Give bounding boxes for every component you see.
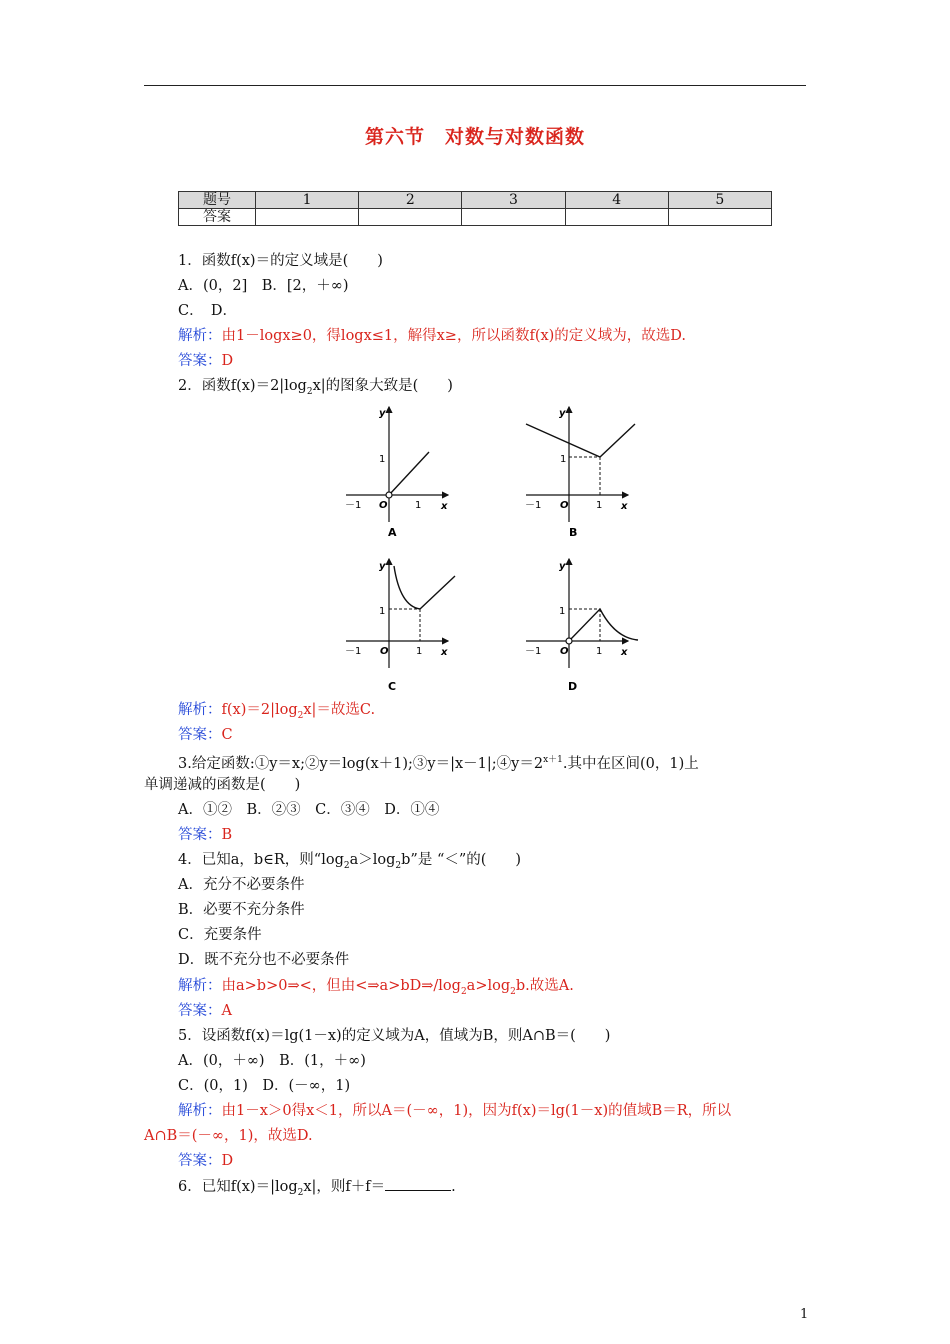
graph-d [520, 556, 640, 696]
q1-answer [178, 351, 233, 371]
graph-label: D [568, 680, 578, 693]
q2-stem: 2．函数$f(x)=2|\log_2x|$的图象大致是( ) [178, 378, 453, 397]
q4-option-a: A．充分不必要条件 [178, 877, 305, 893]
q5-explanation-line1: 解析：由1－x＞0得x＜1，所以A＝(－∞，1)，因为f(x)＝lg(1－x)的值域B＝R，所以 [178, 1103, 732, 1119]
tick-neg1: －1 [345, 646, 362, 657]
answer-cell[interactable] [565, 209, 668, 226]
q4-option-c: C．充要条件 [178, 927, 262, 943]
q2-explanation: 解析：$f(x)=2|\log_2x|=$故选C. [178, 702, 376, 721]
q5-options-cd: C．(0，1) D．(－∞，1) [178, 1078, 351, 1094]
tick-y1: 1 [559, 606, 566, 617]
row-label-question-no: 题号 [179, 192, 256, 209]
origin-label: O [560, 500, 569, 511]
answer-cell[interactable] [359, 209, 462, 226]
answer-value: D [221, 353, 234, 369]
graph-c [340, 556, 460, 696]
q3-options: A．①② B．②③ C．③④ D．①④ [178, 802, 440, 818]
x-label: x [441, 501, 448, 512]
question-number-cell: 1 [256, 192, 359, 209]
graph-label: A [388, 526, 397, 539]
q1-explanation [178, 326, 686, 346]
y-label: y [379, 561, 386, 572]
tick-x1: 1 [415, 500, 422, 511]
q4-option-d: D．既不充分也不必要条件 [178, 952, 350, 968]
q5-answer: 答案：D [178, 1153, 234, 1169]
q5-options-ab: A．(0，＋∞) B．(1，＋∞) [178, 1053, 366, 1069]
origin-label: O [560, 646, 569, 657]
tick-neg1: －1 [525, 646, 542, 657]
answer-label: 答案： [178, 353, 222, 369]
q4-explanation: 解析：由a>b>0⇒<，但由$<\Rightarrow a>bD\Rightarrow/\log_2a>\log_2b$.故选A. [178, 978, 574, 997]
open-point [566, 638, 572, 644]
answer-table-answer-row [179, 209, 772, 226]
answer-table-header-row [179, 192, 772, 209]
answer-cell[interactable] [462, 209, 565, 226]
q4-answer: 答案：A [178, 1003, 232, 1019]
origin-label: O [379, 500, 388, 511]
header-rule [144, 85, 806, 86]
question-number-cell: 5 [668, 192, 771, 209]
explanation-label: 解析： [178, 328, 222, 344]
question-number-cell: 3 [462, 192, 565, 209]
graph-label: B [569, 526, 578, 539]
open-point [386, 492, 392, 498]
curve [394, 566, 455, 609]
q2-answer: 答案：C [178, 727, 233, 743]
curve [389, 452, 429, 495]
origin-label: O [380, 646, 389, 657]
q6-stem: 6．已知$f(x)=|\log_2x|$，则f＋f＝ . [178, 1176, 456, 1203]
curve [569, 609, 638, 641]
answer-table [178, 191, 772, 226]
q1-options-cd: C． D． [178, 303, 237, 319]
graph-a [340, 402, 460, 542]
explanation-text: 由1－logx≥0，得logx≤1，解得x≥，所以函数f(x)的定义域为，故选D. [221, 328, 687, 344]
question-number-cell: 2 [359, 192, 462, 209]
x-label: x [621, 647, 628, 658]
x-label: x [441, 647, 448, 658]
graph-b [520, 402, 640, 542]
curve [526, 424, 635, 457]
answer-cell[interactable] [256, 209, 359, 226]
tick-x1: 1 [596, 500, 603, 511]
tick-y1: 1 [560, 454, 567, 465]
fill-in-blank[interactable] [385, 1176, 451, 1191]
q1-stem: 1．函数f(x)＝的定义域是( ) [178, 253, 383, 269]
answer-cell[interactable] [668, 209, 771, 226]
graph-label: C [388, 680, 397, 693]
q3-stem-line1: 3.给定函数$:①y=x;②y=\log(x+1);③y=|x-1|;④y=2^{x+1}$.其中在区间(0，1)上 [178, 755, 699, 772]
q5-stem: 5．设函数f(x)＝lg(1－x)的定义域为A，值域为B，则A∩B＝( ) [178, 1028, 611, 1044]
question-number-cell: 4 [565, 192, 668, 209]
tick-neg1: －1 [345, 500, 362, 511]
page-title: 第六节 对数与对数函数 [364, 126, 585, 148]
y-label: y [559, 561, 566, 572]
q3-stem-line2: 单调递减的函数是( ) [144, 777, 301, 793]
x-label: x [621, 501, 628, 512]
q1-options-ab: A．(0，2] B．[2，＋∞) [178, 278, 349, 294]
q4-stem: 4．已知a，b∈R，则“$\log_2a>\log_2b$”是 “＜”的( ) [178, 852, 522, 871]
tick-y1: 1 [379, 454, 386, 465]
tick-y1: 1 [379, 606, 386, 617]
tick-neg1: －1 [525, 500, 542, 511]
y-label: y [379, 408, 386, 419]
page-number: 1 [800, 1307, 809, 1322]
row-label-answer: 答案 [179, 209, 256, 226]
y-label: y [559, 408, 566, 419]
tick-x1: 1 [416, 646, 423, 657]
tick-x1: 1 [596, 646, 603, 657]
q4-option-b: B．必要不充分条件 [178, 902, 305, 918]
q5-explanation-line2: A∩B＝(－∞，1)，故选D. [144, 1128, 313, 1144]
q3-answer: 答案：B [178, 827, 233, 843]
